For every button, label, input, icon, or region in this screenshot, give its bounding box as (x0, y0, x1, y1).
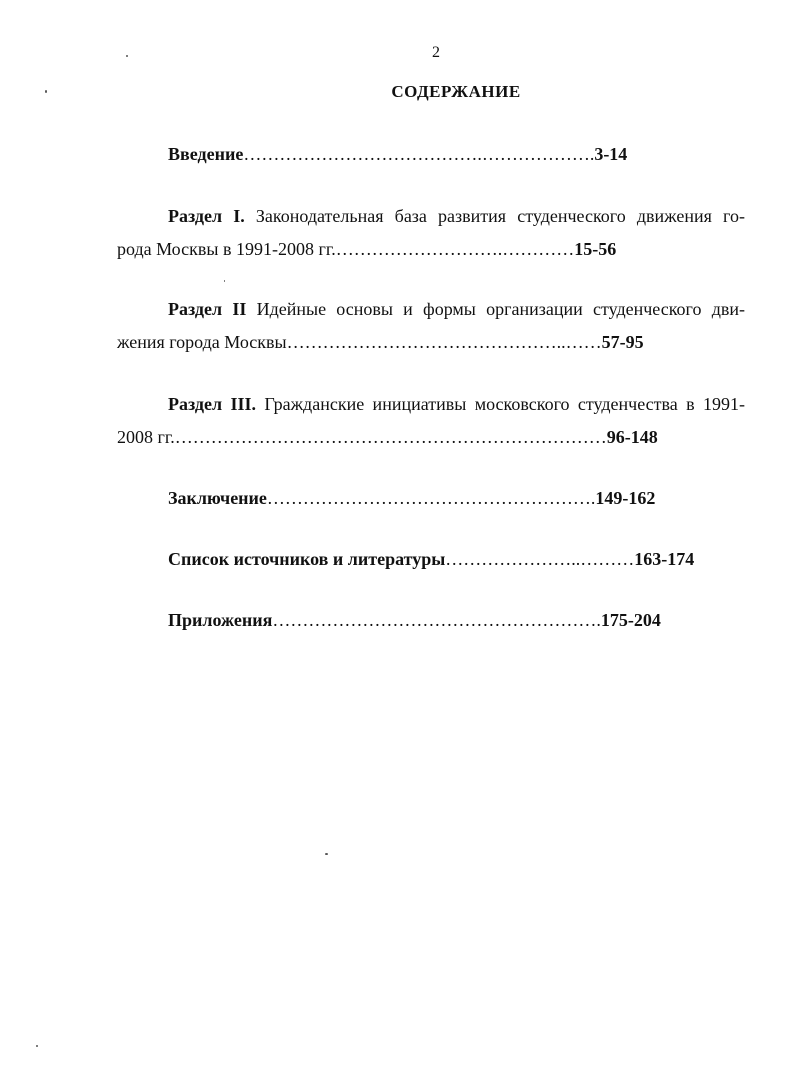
toc-entry-text-cont: рода Москвы в 1991-2008 гг. (117, 239, 336, 259)
toc-dots: ………………………………………..…… (286, 332, 602, 352)
toc-dots: ………………………………………………. (272, 610, 601, 630)
toc-entry-label: Раздел III. (168, 394, 256, 414)
toc-entry-section-3[interactable] (117, 388, 745, 454)
scan-speck (224, 280, 225, 282)
toc-page-range: 96-148 (606, 427, 658, 447)
scan-speck (45, 90, 47, 93)
toc-entry-conclusion[interactable] (168, 482, 708, 515)
page-number: 2 (432, 44, 440, 61)
toc-entry-line2 (117, 421, 745, 454)
toc-dots: …………………..……… (445, 549, 635, 569)
toc-entry-introduction[interactable] (168, 138, 708, 171)
toc-entry-label: Список источников и литературы (168, 549, 446, 569)
toc-entry-line2 (117, 326, 745, 359)
toc-page-range: 57-95 (601, 332, 644, 352)
toc-entry-text-cont: 2008 гг. (117, 427, 175, 447)
toc-entry-text-cont: жения города Москвы (117, 332, 287, 352)
toc-entry-line1 (117, 388, 745, 421)
toc-entry-label: Заключение (168, 488, 267, 508)
toc-dots: ……………………….………… (335, 239, 575, 259)
toc-page-range: 15-56 (574, 239, 617, 259)
scan-speck (126, 55, 128, 57)
toc-entry-label: Раздел I. (168, 206, 245, 226)
toc-entry-line1 (117, 200, 745, 233)
toc-page-range: 149-162 (595, 488, 656, 508)
page-title: СОДЕРЖАНИЕ (391, 82, 521, 101)
toc-entry-label: Приложения (168, 610, 273, 630)
toc-entry-text: Идейные основы и формы организации студенческого дви- (246, 299, 745, 319)
toc-dots: ………………………………….………………. (243, 144, 595, 164)
toc-dots: ………………………………………………. (266, 488, 596, 508)
toc-page-range: 175-204 (600, 610, 661, 630)
toc-entry-line1 (117, 293, 745, 326)
toc-entry-sources[interactable] (168, 543, 708, 576)
toc-entry-section-1[interactable] (117, 200, 745, 266)
scan-speck (325, 853, 328, 855)
toc-page-range: 3-14 (594, 144, 628, 164)
toc-entry-line2 (117, 233, 745, 266)
toc-entry-appendices[interactable] (168, 604, 708, 637)
scan-speck (36, 1045, 38, 1047)
toc-entry-section-2[interactable] (117, 293, 745, 359)
toc-entry-label: Раздел II (168, 299, 247, 319)
toc-entry-text: Законодательная база развития студенческого движения го- (244, 206, 745, 226)
toc-page-range: 163-174 (634, 549, 695, 569)
toc-dots: ……………………………………………………………… (174, 427, 607, 447)
toc-entry-text: Гражданские инициативы московского студенчества в 1991- (255, 394, 745, 414)
toc-entry-label: Введение (168, 144, 244, 164)
